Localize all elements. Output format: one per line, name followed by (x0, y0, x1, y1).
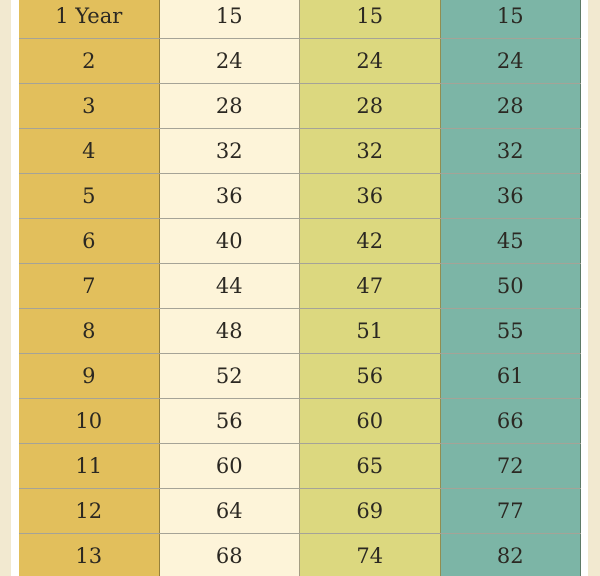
year-label-cell: 10 (19, 399, 160, 443)
value-cell: 28 (441, 84, 582, 128)
value-cell: 52 (160, 354, 301, 398)
year-label-cell: 8 (19, 309, 160, 353)
year-label-cell: 6 (19, 219, 160, 263)
year-label-cell: 1 Year (19, 0, 160, 38)
value-cell: 15 (160, 0, 301, 38)
value-cell: 48 (160, 309, 301, 353)
value-cell: 44 (160, 264, 301, 308)
value-cell: 36 (160, 174, 301, 218)
value-cell: 50 (441, 264, 582, 308)
value-cell: 28 (160, 84, 301, 128)
value-cell: 45 (441, 219, 582, 263)
table-row (19, 309, 581, 354)
value-cell: 15 (300, 0, 441, 38)
value-cell: 32 (441, 129, 582, 173)
value-cell: 61 (441, 354, 582, 398)
value-cell: 66 (441, 399, 582, 443)
value-cell: 36 (300, 174, 441, 218)
value-cell: 68 (160, 534, 301, 576)
year-label-cell: 3 (19, 84, 160, 128)
value-cell: 56 (160, 399, 301, 443)
year-label-cell: 2 (19, 39, 160, 83)
value-cell: 55 (441, 309, 582, 353)
value-cell: 74 (300, 534, 441, 576)
value-cell: 72 (441, 444, 582, 488)
year-label-cell: 11 (19, 444, 160, 488)
year-label-cell: 13 (19, 534, 160, 576)
value-cell: 47 (300, 264, 441, 308)
value-cell: 60 (300, 399, 441, 443)
value-cell: 51 (300, 309, 441, 353)
year-label-cell: 7 (19, 264, 160, 308)
value-cell: 82 (441, 534, 582, 576)
age-table (19, 0, 581, 576)
value-cell: 56 (300, 354, 441, 398)
value-cell: 69 (300, 489, 441, 533)
table-row (19, 354, 581, 399)
year-label-cell: 5 (19, 174, 160, 218)
year-label-cell: 4 (19, 129, 160, 173)
value-cell: 40 (160, 219, 301, 263)
value-cell: 32 (300, 129, 441, 173)
value-cell: 24 (300, 39, 441, 83)
table-row (19, 444, 581, 489)
table-row (19, 534, 581, 576)
value-cell: 36 (441, 174, 582, 218)
value-cell: 42 (300, 219, 441, 263)
value-cell: 64 (160, 489, 301, 533)
value-cell: 28 (300, 84, 441, 128)
value-cell: 77 (441, 489, 582, 533)
table-row (19, 174, 581, 219)
year-label-cell: 9 (19, 354, 160, 398)
table-row (19, 129, 581, 174)
value-cell: 65 (300, 444, 441, 488)
table-row (19, 399, 581, 444)
table-row (19, 264, 581, 309)
value-cell: 15 (441, 0, 582, 38)
table-row (19, 0, 581, 39)
value-cell: 32 (160, 129, 301, 173)
table-row (19, 489, 581, 534)
table-row (19, 39, 581, 84)
value-cell: 60 (160, 444, 301, 488)
table-row (19, 219, 581, 264)
table-row (19, 84, 581, 129)
year-label-cell: 12 (19, 489, 160, 533)
value-cell: 24 (441, 39, 582, 83)
value-cell: 24 (160, 39, 301, 83)
